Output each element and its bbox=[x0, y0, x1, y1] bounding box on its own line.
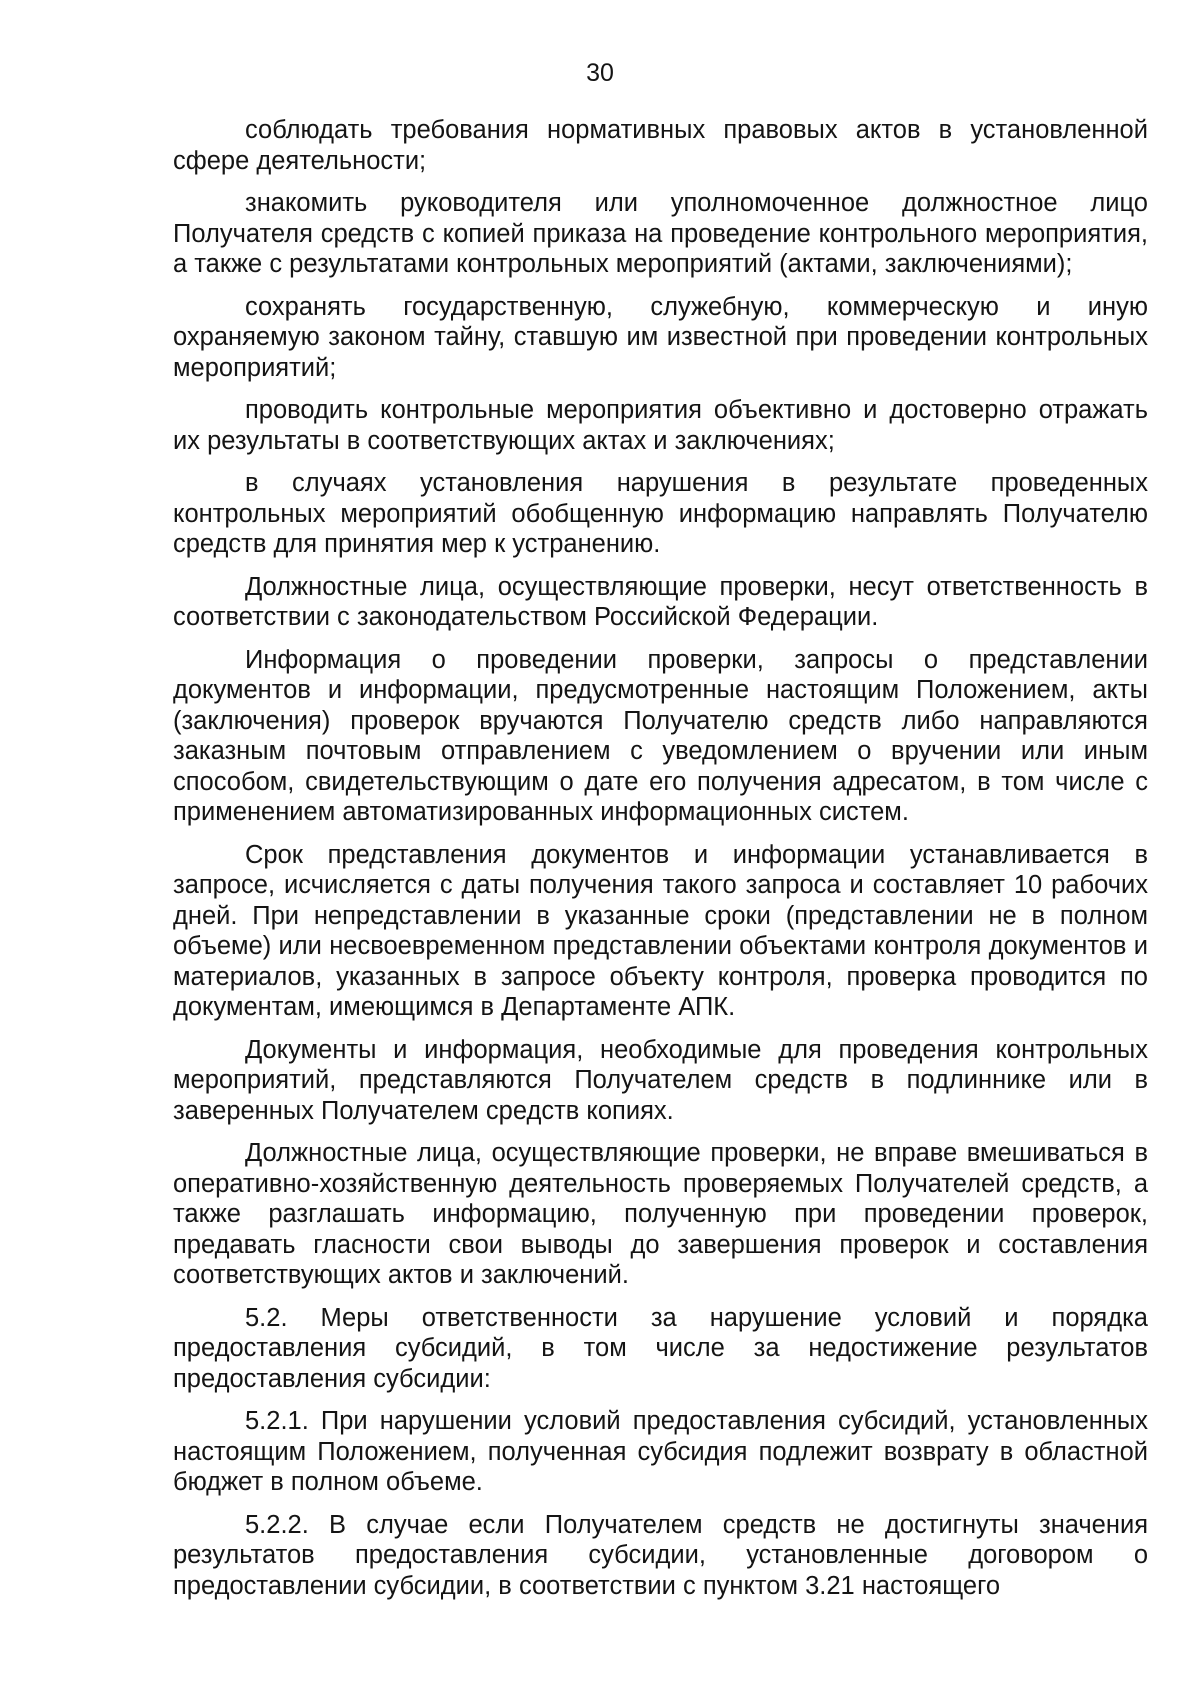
paragraph: проводить контрольные мероприятия объективно и достоверно отражать их результаты в соответствующих актах и заключениях; bbox=[173, 396, 1148, 455]
paragraph: Информация о проведении проверки, запросы о представлении документов и информации, предусмотренные настоящим Положением, акты (заключения) проверок вручаются Получателю средств либо направляются заказным почтовым отправлением с уведомлением о вручении или иным способом, свидетельствующим о дате его получения адресатом, в том числе с применением автоматизированных информационных систем. bbox=[173, 645, 1148, 826]
paragraph: сохранять государственную, служебную, коммерческую и иную охраняемую законом тайну, ставшую им известной при проведении контрольных мероприятий; bbox=[173, 292, 1148, 382]
paragraph: знакомить руководителя или уполномоченное должностное лицо Получателя средств с копией приказа на проведение контрольного мероприятия, а также с результатами контрольных мероприятий (актами, заключениями); bbox=[173, 189, 1148, 278]
paragraph: Должностные лица, осуществляющие проверки, не вправе вмешиваться в оперативно-хозяйственную деятельность проверяемых Получателей средств, а также разглашать информацию, полученную при проведении проверок, предавать гласности свои выводы до завершения проверок и составления соответствующих актов и заключений. bbox=[173, 1139, 1148, 1289]
paragraph: Документы и информация, необходимые для проведения контрольных мероприятий, представляются Получателем средств в подлиннике или в заверенных Получателем средств копиях. bbox=[173, 1035, 1148, 1125]
paragraph: Должностные лица, осуществляющие проверки, несут ответственность в соответствии с законодательством Российской Федерации. bbox=[173, 572, 1148, 631]
paragraph: Срок представления документов и информации устанавливается в запросе, исчисляется с даты получения такого запроса и составляет 10 рабочих дней. При непредставлении в указанные сроки (представлении не в полном объеме) или несвоевременном представлении объектами контроля документов и материалов, указанных в запросе объекту контроля, проверка проводится по документам, имеющимся в Департаменте АПК. bbox=[173, 840, 1148, 1021]
paragraph: 5.2.1. При нарушении условий предоставления субсидий, установленных настоящим Положением, полученная субсидия подлежит возврату в областной бюджет в полном объеме. bbox=[173, 1407, 1148, 1496]
document-body bbox=[173, 115, 1148, 1613]
paragraph: 5.2.2. В случае если Получателем средств не достигнуты значения результатов предоставления субсидии, установленные договором о предоставлении субсидии, в соответствии с пунктом 3.21 настоящего bbox=[173, 1510, 1148, 1600]
paragraph: соблюдать требования нормативных правовых актов в установленной сфере деятельности; bbox=[173, 116, 1148, 175]
page-number: 30 bbox=[586, 59, 614, 87]
section-heading-paragraph: 5.2. Меры ответственности за нарушение условий и порядка предоставления субсидий, в том числе за недостижение результатов предоставления субсидии: bbox=[173, 1303, 1148, 1393]
paragraph: в случаях установления нарушения в результате проведенных контрольных мероприятий обобщенную информацию направлять Получателю средств для принятия мер к устранению. bbox=[173, 469, 1148, 558]
